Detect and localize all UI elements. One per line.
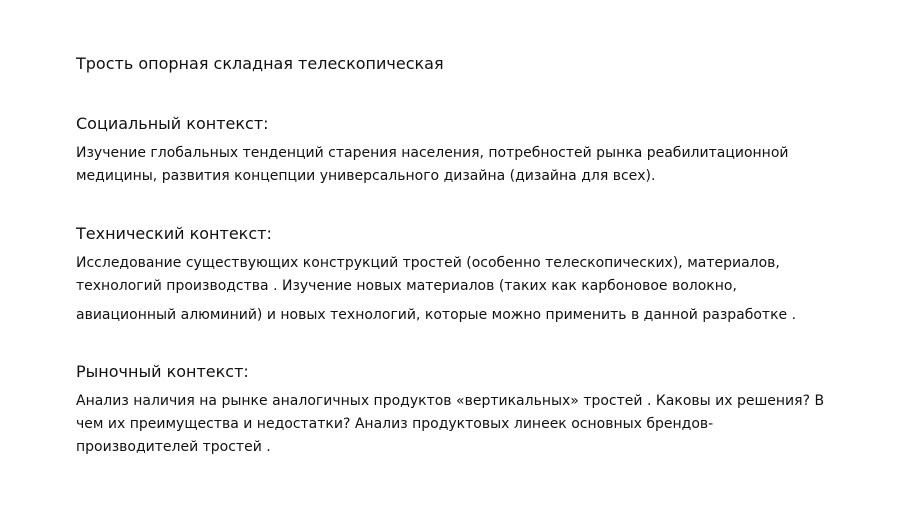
paragraph-line: авиационный алюминий) и новых технологий, которые можно применить в данной разработке . [76, 307, 797, 323]
section-heading: Рыночный контекст: [76, 362, 249, 381]
paragraph-line: технологий производства . Изучение новых материалов (таких как карбоновое волокно, [76, 278, 737, 294]
slide [76, 0, 856, 506]
paragraph-line: Исследование существующих конструкций тростей (особенно телескопических), материалов, [76, 255, 780, 271]
section-social-context [76, 114, 846, 188]
paragraph-line: производителей тростей . [76, 439, 271, 455]
page-title: Трость опорная складная телескопическая [76, 54, 444, 73]
section-heading: Технический контекст: [76, 224, 272, 243]
section-heading: Социальный контекст: [76, 114, 269, 133]
section-market-context [76, 362, 846, 459]
paragraph-line: Изучение глобальных тенденций старения населения, потребностей рынка реабилитационной [76, 145, 789, 161]
paragraph-line: Анализ наличия на рынке аналогичных продуктов «вертикальных» тростей . Каковы их решения? В [76, 393, 825, 409]
paragraph-line: медицины, развития концепции универсального дизайна (дизайна для всех). [76, 168, 656, 184]
section-technical-context [76, 224, 846, 327]
section-body [76, 252, 846, 327]
paragraph-line: чем их преимущества и недостатки? Анализ продуктовых линеек основных брендов- [76, 416, 714, 432]
section-body [76, 390, 846, 459]
section-body [76, 142, 846, 188]
